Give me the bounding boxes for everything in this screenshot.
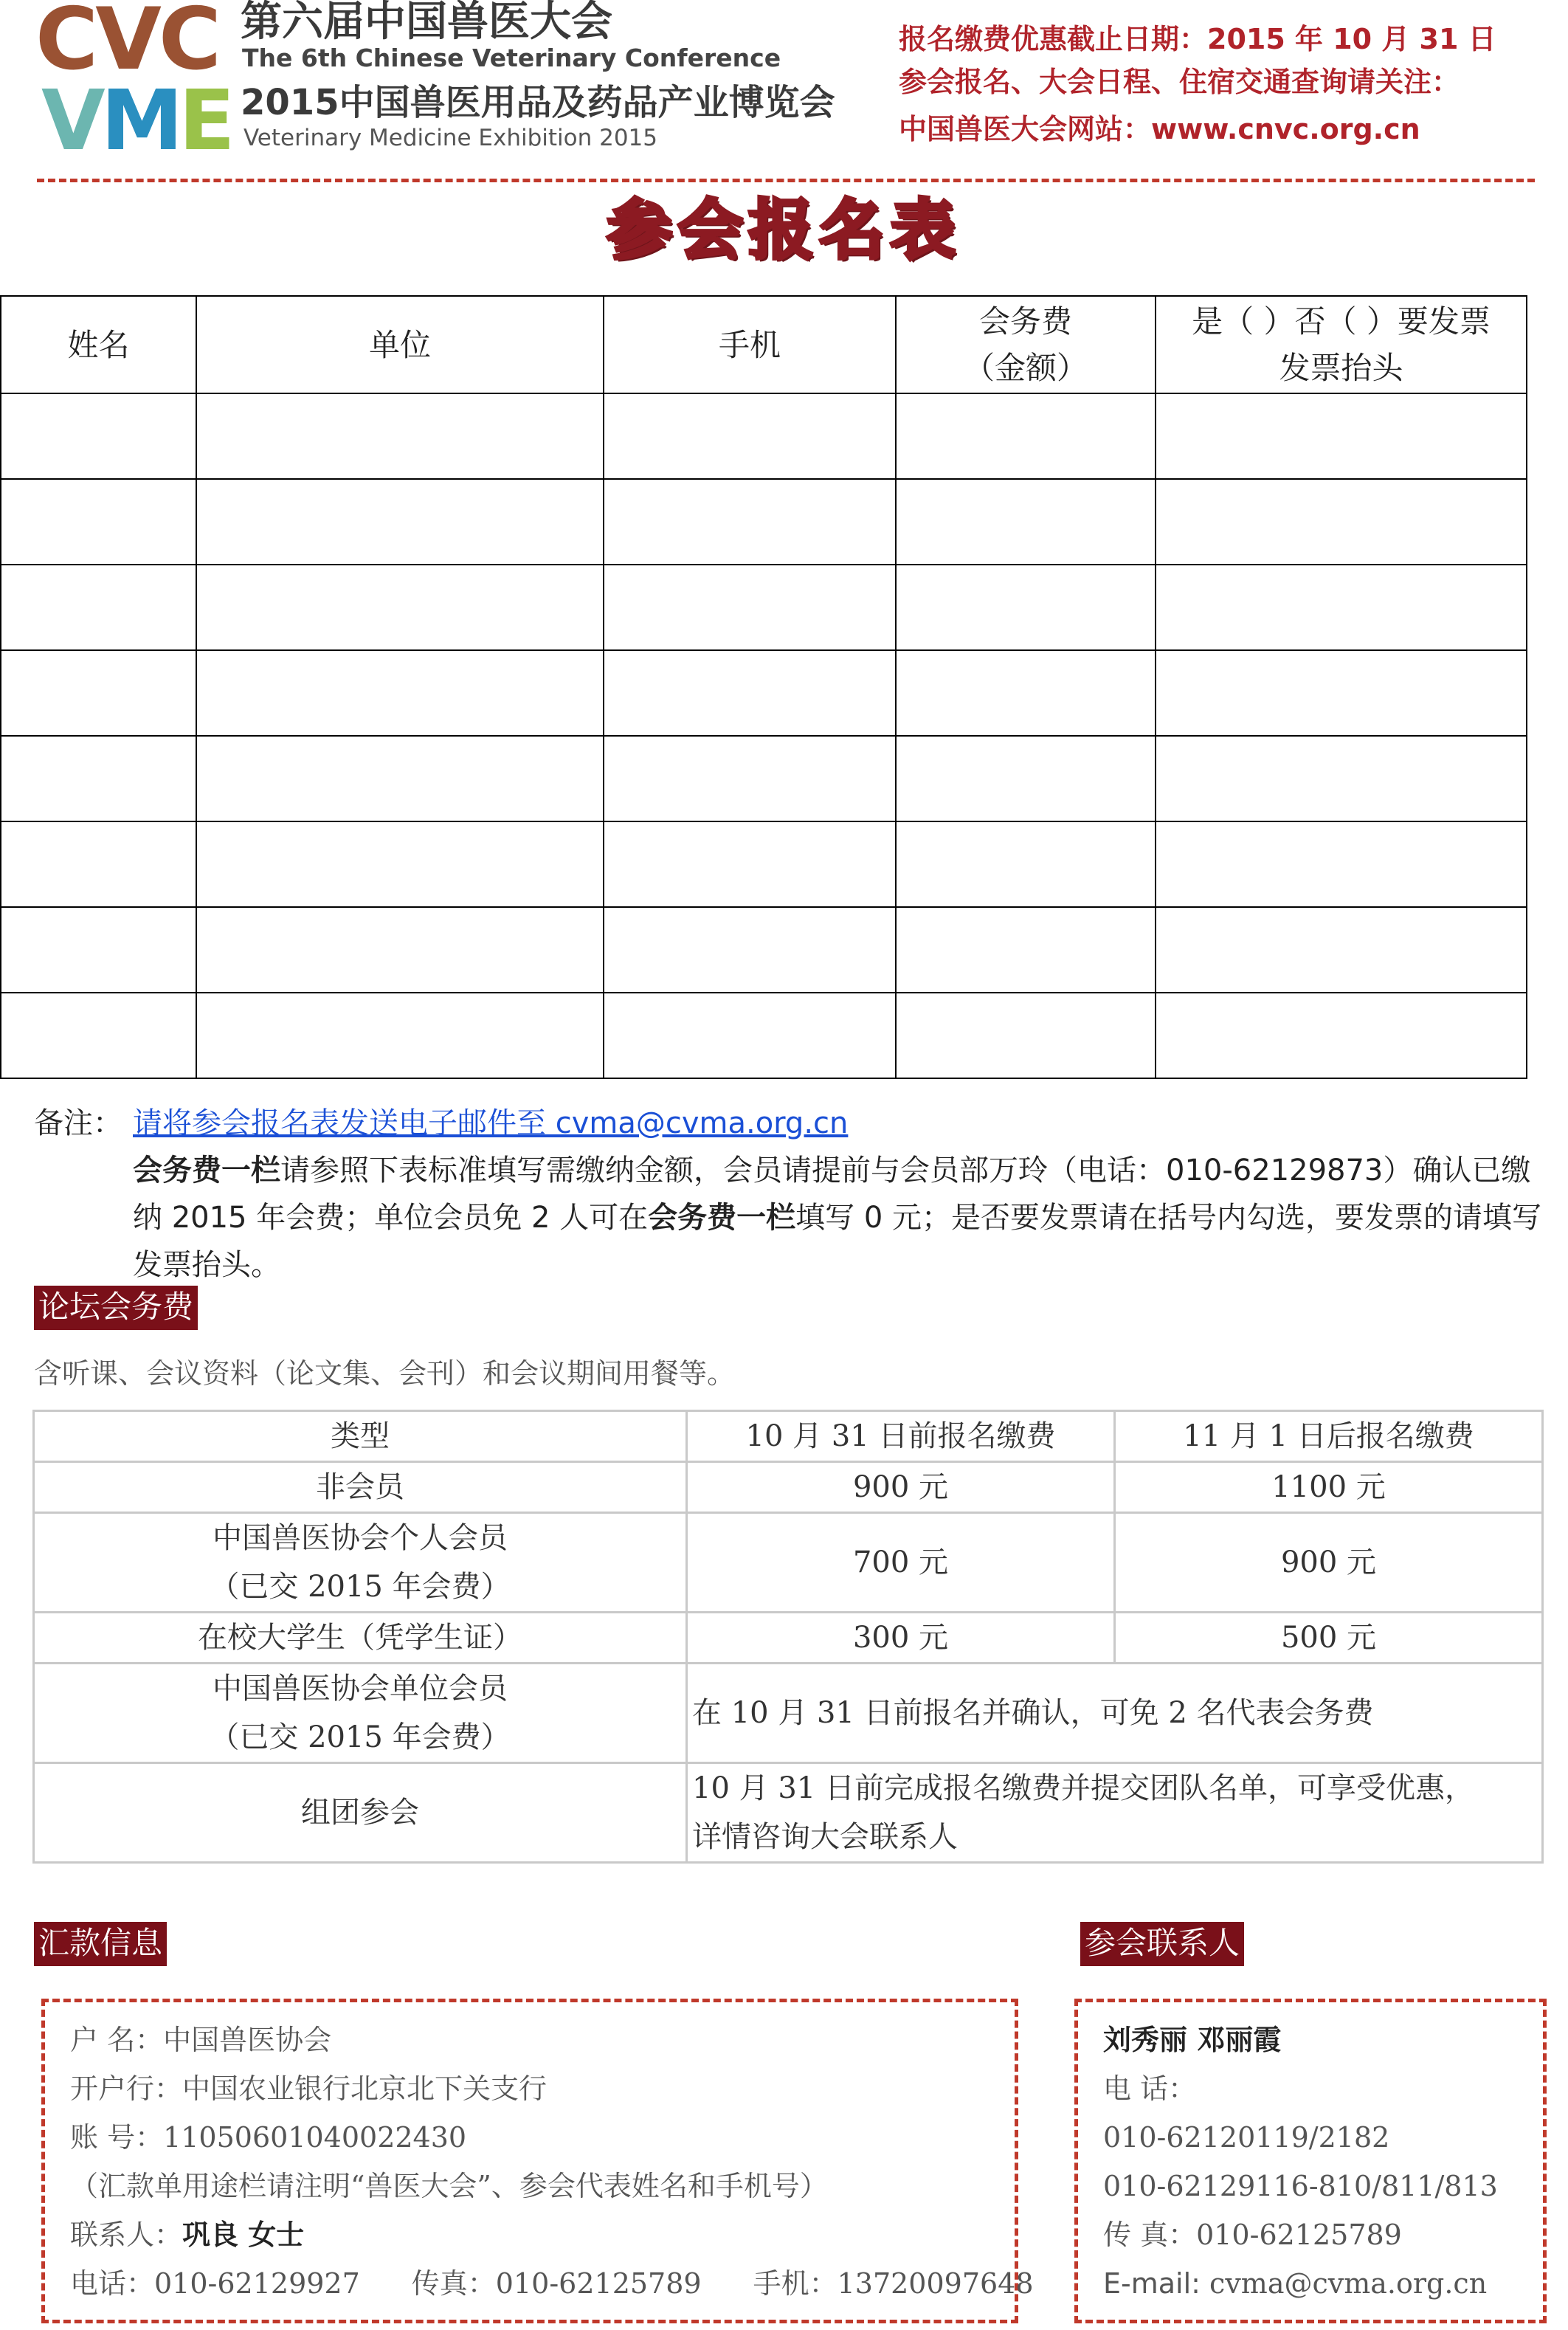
contact-phone-label: 电 话：: [1103, 2072, 1197, 2105]
notes-label: 备注：: [34, 1106, 122, 1140]
contact-fax: 传 真：010-62125789: [1103, 2219, 1402, 2251]
follow-info: 参会报名、大会日程、住宿交通查询请关注：: [899, 66, 1460, 98]
fee-instructions: 会务费一栏请参照下表标准填写需缴纳金额，会员请提前与会员部万玲（电话：010-62129873）确认已缴纳 2015 年会费；单位会员免 2 人可在会务费一栏填写 0 元；是否要发票请在括号内勾选，要发票的请填写发票抬头。: [133, 1154, 1541, 1282]
fee-merged-cell: [685, 1762, 1544, 1864]
fee-type-line: 组团参会: [301, 1796, 419, 1830]
registration-cell[interactable]: [1156, 565, 1527, 650]
registration-row: [1, 736, 1527, 821]
contact-email[interactable]: E-mail: cvma@cvma.org.cn: [1103, 2267, 1488, 2300]
payment-info-box: [41, 1999, 1034, 2323]
registration-cell[interactable]: [1156, 479, 1527, 565]
registration-cell[interactable]: [604, 736, 896, 821]
registration-cell[interactable]: [604, 821, 896, 907]
registration-cell[interactable]: [604, 565, 896, 650]
registration-cell[interactable]: [604, 393, 896, 479]
fee-header-row: [32, 1410, 1544, 1461]
fee-type-cell: [32, 1512, 685, 1611]
registration-cell[interactable]: [196, 993, 604, 1078]
registration-row: [1, 565, 1527, 650]
registration-cell[interactable]: [604, 650, 896, 736]
registration-cell[interactable]: [1, 479, 196, 565]
fee-merged-cell: [685, 1662, 1544, 1762]
registration-cell[interactable]: [896, 479, 1156, 565]
fee-type-cell: [32, 1662, 685, 1762]
payment-info-tag: 汇款信息: [34, 1922, 167, 1966]
fee-type-cell: [32, 1762, 685, 1864]
registration-table: [0, 295, 1527, 1079]
registration-cell[interactable]: [896, 993, 1156, 1078]
registration-cell[interactable]: [196, 393, 604, 479]
fee-row: [32, 1512, 1544, 1611]
registration-cell[interactable]: [1156, 821, 1527, 907]
forum-fee-tag: 论坛会务费: [34, 1286, 198, 1330]
registration-cell[interactable]: [604, 907, 896, 993]
forum-fee-table: [32, 1410, 1544, 1864]
fee-before-cell: 300 元: [685, 1611, 1113, 1662]
contact-names: 刘秀丽 邓丽霞: [1103, 2024, 1282, 2056]
registration-cell[interactable]: [1, 393, 196, 479]
account-name: 户 名：中国兽医协会: [70, 2024, 332, 2056]
registration-cell[interactable]: [1, 821, 196, 907]
logo-cvc: CVC: [35, 0, 219, 89]
conference-title-cn: 第六届中国兽医大会: [241, 0, 612, 46]
registration-cell[interactable]: [604, 993, 896, 1078]
expo-title-cn: 2015中国兽医用品及药品产业博览会: [241, 82, 835, 123]
bank-name: 开户行：中国农业银行北京北下关支行: [70, 2072, 548, 2105]
fee-row: [32, 1611, 1544, 1662]
registration-cell[interactable]: [1, 565, 196, 650]
fee-type-line: 在校大学生（凭学生证）: [198, 1621, 522, 1655]
fee-before-cell: 700 元: [685, 1512, 1113, 1611]
registration-cell[interactable]: [1, 736, 196, 821]
col-fee: 会务费 （金额）: [896, 296, 1156, 393]
header-divider: [37, 179, 1535, 182]
expo-title-en: Veterinary Medicine Exhibition 2015: [244, 125, 657, 151]
deadline-info: 报名缴费优惠截止日期：2015 年 10 月 31 日: [899, 23, 1496, 55]
registration-cell[interactable]: [896, 650, 1156, 736]
forum-fee-subtitle: 含听课、会议资料（论文集、会刊）和会议期间用餐等。: [34, 1357, 736, 1390]
fee-after-cell: 500 元: [1113, 1611, 1544, 1662]
fee-type-line: （已交 2015 年会费）: [210, 1570, 511, 1604]
registration-row: [1, 393, 1527, 479]
registration-cell[interactable]: [196, 479, 604, 565]
fee-before-cell: 900 元: [685, 1461, 1113, 1512]
fee-row: [32, 1762, 1544, 1864]
registration-cell[interactable]: [196, 565, 604, 650]
registration-row: [1, 479, 1527, 565]
fee-type-cell: [32, 1611, 685, 1662]
fee-row: [32, 1662, 1544, 1762]
fee-type-line: 中国兽医协会个人会员: [213, 1521, 508, 1555]
contacts-box: [1074, 1999, 1547, 2323]
registration-cell[interactable]: [896, 821, 1156, 907]
registration-cell[interactable]: [896, 565, 1156, 650]
fee-header-cell: 10 月 31 日前报名缴费: [685, 1410, 1113, 1461]
registration-cell[interactable]: [1, 650, 196, 736]
fee-merged-line: 在 10 月 31 日前报名并确认，可免 2 名代表会务费: [692, 1696, 1374, 1730]
registration-row: [1, 821, 1527, 907]
registration-cell[interactable]: [196, 650, 604, 736]
account-number: 账 号：11050601040022430: [70, 2121, 467, 2154]
fee-type-line: 中国兽医协会单位会员: [213, 1672, 508, 1706]
fee-after-cell: 1100 元: [1113, 1461, 1544, 1512]
fee-type-line: 非会员: [316, 1470, 404, 1504]
fee-merged-line: 详情咨询大会联系人: [692, 1820, 958, 1854]
payment-phones: 电话：010-62129927 传真：010-62125789 手机：13720097648: [70, 2267, 1034, 2300]
fee-merged-line: 10 月 31 日前完成报名缴费并提交团队名单，可享受优惠，: [692, 1771, 1474, 1805]
registration-row: [1, 907, 1527, 993]
registration-header-row: [1, 296, 1527, 393]
registration-cell[interactable]: [896, 393, 1156, 479]
registration-row: [1, 993, 1527, 1078]
registration-cell[interactable]: [1, 993, 196, 1078]
contact-phone-1: 010-62120119/2182: [1103, 2121, 1390, 2154]
registration-cell[interactable]: [1156, 736, 1527, 821]
registration-cell[interactable]: [896, 736, 1156, 821]
fee-type-line: （已交 2015 年会费）: [210, 1720, 511, 1754]
fee-header-cell: 11 月 1 日后报名缴费: [1113, 1410, 1544, 1461]
registration-cell[interactable]: [196, 736, 604, 821]
col-invoice: 是（ ）否（ ）要发票 发票抬头: [1156, 296, 1527, 393]
registration-cell[interactable]: [604, 479, 896, 565]
registration-cell[interactable]: [1156, 907, 1527, 993]
fee-after-cell: 900 元: [1113, 1512, 1544, 1611]
fee-type-cell: [32, 1461, 685, 1512]
registration-cell[interactable]: [1156, 993, 1527, 1078]
logo-vme: VME: [41, 73, 231, 169]
registration-cell[interactable]: [1, 907, 196, 993]
registration-cell[interactable]: [896, 907, 1156, 993]
registration-cell[interactable]: [1156, 650, 1527, 736]
fee-header-cell: 类型: [32, 1410, 685, 1461]
contacts-tag: 参会联系人: [1080, 1922, 1244, 1966]
registration-cell[interactable]: [196, 907, 604, 993]
col-organization: 单位: [196, 296, 604, 393]
col-mobile: 手机: [604, 296, 896, 393]
remittance-remark: （汇款单用途栏请注明“兽医大会”、参会代表姓名和手机号）: [70, 2170, 828, 2202]
payment-contact: 联系人：巩良 女士: [70, 2219, 305, 2251]
registration-row: [1, 650, 1527, 736]
col-name: 姓名: [1, 296, 196, 393]
fee-row: [32, 1461, 1544, 1512]
website-info[interactable]: 中国兽医大会网站：www.cnvc.org.cn: [899, 113, 1420, 145]
page-title: 参会报名表: [607, 192, 961, 268]
contact-phone-2: 010-62129116-810/811/813: [1103, 2170, 1498, 2202]
email-instruction-link[interactable]: 请将参会报名表发送电子邮件至 cvma@cvma.org.cn: [133, 1106, 849, 1140]
registration-cell[interactable]: [196, 821, 604, 907]
registration-cell[interactable]: [1156, 393, 1527, 479]
conference-title-en: The 6th Chinese Veterinary Conference: [242, 44, 781, 72]
